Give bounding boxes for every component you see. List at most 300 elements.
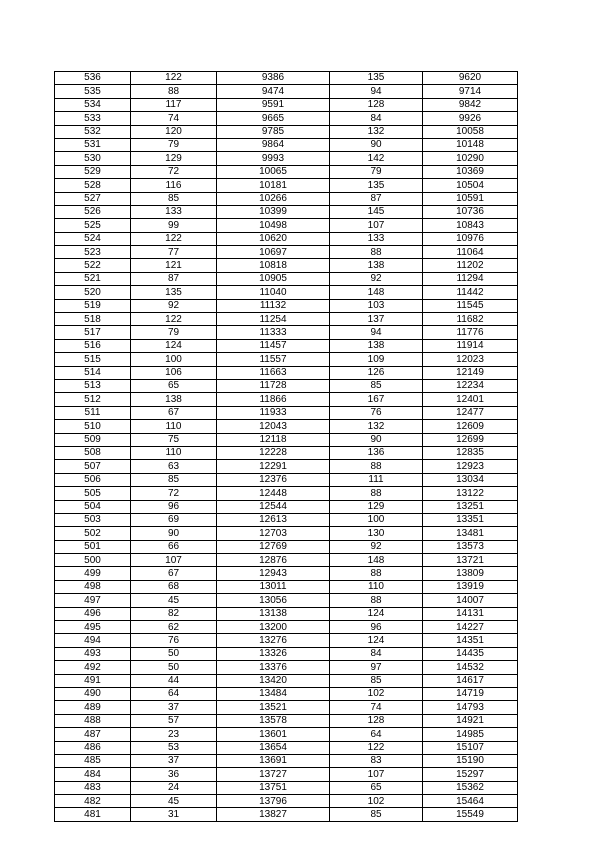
count-b-cell: 145 xyxy=(330,205,423,218)
count-a-cell: 64 xyxy=(131,687,217,700)
table-row xyxy=(55,741,518,754)
table-row xyxy=(55,152,518,165)
table-row xyxy=(55,621,518,634)
cumulative-b-cell: 10736 xyxy=(423,205,518,218)
count-b-cell: 136 xyxy=(330,446,423,459)
score-cell: 514 xyxy=(55,366,131,379)
score-cell: 498 xyxy=(55,580,131,593)
cumulative-a-cell: 11254 xyxy=(217,313,330,326)
count-b-cell: 88 xyxy=(330,594,423,607)
cumulative-b-cell: 14985 xyxy=(423,728,518,741)
count-b-cell: 128 xyxy=(330,98,423,111)
count-a-cell: 79 xyxy=(131,138,217,151)
cumulative-b-cell: 13919 xyxy=(423,580,518,593)
count-b-cell: 122 xyxy=(330,741,423,754)
cumulative-b-cell: 12699 xyxy=(423,433,518,446)
table-row xyxy=(55,647,518,660)
count-a-cell: 85 xyxy=(131,192,217,205)
table-row xyxy=(55,286,518,299)
cumulative-b-cell: 13573 xyxy=(423,540,518,553)
count-b-cell: 88 xyxy=(330,567,423,580)
cumulative-a-cell: 11457 xyxy=(217,339,330,352)
count-a-cell: 124 xyxy=(131,339,217,352)
count-a-cell: 110 xyxy=(131,420,217,433)
count-a-cell: 117 xyxy=(131,98,217,111)
cumulative-b-cell: 9842 xyxy=(423,98,518,111)
score-cell: 497 xyxy=(55,594,131,607)
table-row xyxy=(55,768,518,781)
score-cell: 534 xyxy=(55,98,131,111)
score-cell: 488 xyxy=(55,714,131,727)
count-a-cell: 110 xyxy=(131,446,217,459)
count-a-cell: 44 xyxy=(131,674,217,687)
cumulative-b-cell: 12477 xyxy=(423,406,518,419)
score-cell: 506 xyxy=(55,473,131,486)
score-cell: 533 xyxy=(55,112,131,125)
score-cell: 522 xyxy=(55,259,131,272)
cumulative-a-cell: 13654 xyxy=(217,741,330,754)
count-a-cell: 62 xyxy=(131,621,217,634)
count-a-cell: 66 xyxy=(131,540,217,553)
cumulative-a-cell: 12943 xyxy=(217,567,330,580)
table-row xyxy=(55,728,518,741)
cumulative-a-cell: 13691 xyxy=(217,754,330,767)
score-cell: 510 xyxy=(55,420,131,433)
cumulative-b-cell: 10290 xyxy=(423,152,518,165)
count-a-cell: 87 xyxy=(131,272,217,285)
score-cell: 524 xyxy=(55,232,131,245)
cumulative-a-cell: 13578 xyxy=(217,714,330,727)
count-a-cell: 65 xyxy=(131,379,217,392)
count-a-cell: 88 xyxy=(131,85,217,98)
count-b-cell: 111 xyxy=(330,473,423,486)
count-b-cell: 100 xyxy=(330,513,423,526)
table-row xyxy=(55,687,518,700)
score-cell: 509 xyxy=(55,433,131,446)
count-b-cell: 92 xyxy=(330,272,423,285)
table-row xyxy=(55,594,518,607)
cumulative-a-cell: 11040 xyxy=(217,286,330,299)
count-b-cell: 103 xyxy=(330,299,423,312)
count-b-cell: 96 xyxy=(330,621,423,634)
score-cell: 505 xyxy=(55,487,131,500)
count-a-cell: 53 xyxy=(131,741,217,754)
count-a-cell: 82 xyxy=(131,607,217,620)
count-b-cell: 132 xyxy=(330,420,423,433)
count-a-cell: 72 xyxy=(131,487,217,500)
score-cell: 501 xyxy=(55,540,131,553)
count-b-cell: 130 xyxy=(330,527,423,540)
table-row xyxy=(55,246,518,259)
count-a-cell: 133 xyxy=(131,205,217,218)
cumulative-a-cell: 12703 xyxy=(217,527,330,540)
count-b-cell: 167 xyxy=(330,393,423,406)
count-a-cell: 85 xyxy=(131,473,217,486)
count-b-cell: 138 xyxy=(330,259,423,272)
table-row xyxy=(55,406,518,419)
count-b-cell: 85 xyxy=(330,379,423,392)
count-b-cell: 109 xyxy=(330,353,423,366)
table-row xyxy=(55,272,518,285)
count-a-cell: 90 xyxy=(131,527,217,540)
table-row xyxy=(55,366,518,379)
cumulative-a-cell: 12291 xyxy=(217,460,330,473)
count-b-cell: 84 xyxy=(330,112,423,125)
table-row xyxy=(55,353,518,366)
count-b-cell: 74 xyxy=(330,701,423,714)
cumulative-a-cell: 13200 xyxy=(217,621,330,634)
count-b-cell: 126 xyxy=(330,366,423,379)
table-row xyxy=(55,259,518,272)
count-b-cell: 102 xyxy=(330,795,423,808)
score-cell: 515 xyxy=(55,353,131,366)
cumulative-a-cell: 13751 xyxy=(217,781,330,794)
table-row xyxy=(55,567,518,580)
score-cell: 504 xyxy=(55,500,131,513)
count-b-cell: 83 xyxy=(330,754,423,767)
cumulative-a-cell: 9993 xyxy=(217,152,330,165)
cumulative-b-cell: 13034 xyxy=(423,473,518,486)
score-cell: 500 xyxy=(55,554,131,567)
cumulative-a-cell: 11333 xyxy=(217,326,330,339)
count-a-cell: 72 xyxy=(131,165,217,178)
cumulative-b-cell: 15362 xyxy=(423,781,518,794)
count-a-cell: 120 xyxy=(131,125,217,138)
score-cell: 495 xyxy=(55,621,131,634)
score-cell: 516 xyxy=(55,339,131,352)
score-cell: 481 xyxy=(55,808,131,821)
table-row xyxy=(55,299,518,312)
cumulative-a-cell: 13601 xyxy=(217,728,330,741)
cumulative-a-cell: 9785 xyxy=(217,125,330,138)
count-b-cell: 148 xyxy=(330,286,423,299)
cumulative-b-cell: 12234 xyxy=(423,379,518,392)
table-row xyxy=(55,393,518,406)
count-a-cell: 122 xyxy=(131,232,217,245)
count-b-cell: 90 xyxy=(330,433,423,446)
score-cell: 511 xyxy=(55,406,131,419)
score-cell: 486 xyxy=(55,741,131,754)
score-cell: 499 xyxy=(55,567,131,580)
count-a-cell: 121 xyxy=(131,259,217,272)
count-a-cell: 116 xyxy=(131,179,217,192)
count-b-cell: 88 xyxy=(330,460,423,473)
count-b-cell: 85 xyxy=(330,674,423,687)
count-a-cell: 99 xyxy=(131,219,217,232)
count-a-cell: 76 xyxy=(131,634,217,647)
cumulative-b-cell: 10591 xyxy=(423,192,518,205)
table-row xyxy=(55,313,518,326)
count-a-cell: 24 xyxy=(131,781,217,794)
score-cell: 523 xyxy=(55,246,131,259)
cumulative-b-cell: 13122 xyxy=(423,487,518,500)
score-cell: 496 xyxy=(55,607,131,620)
table-row xyxy=(55,379,518,392)
table-row xyxy=(55,138,518,151)
score-cell: 520 xyxy=(55,286,131,299)
score-cell: 526 xyxy=(55,205,131,218)
cumulative-a-cell: 10181 xyxy=(217,179,330,192)
count-b-cell: 128 xyxy=(330,714,423,727)
table-row xyxy=(55,460,518,473)
table-row xyxy=(55,580,518,593)
count-a-cell: 75 xyxy=(131,433,217,446)
count-b-cell: 64 xyxy=(330,728,423,741)
score-cell: 503 xyxy=(55,513,131,526)
cumulative-b-cell: 11776 xyxy=(423,326,518,339)
count-a-cell: 129 xyxy=(131,152,217,165)
table-row xyxy=(55,179,518,192)
cumulative-b-cell: 11682 xyxy=(423,313,518,326)
cumulative-a-cell: 13727 xyxy=(217,768,330,781)
count-b-cell: 65 xyxy=(330,781,423,794)
score-cell: 519 xyxy=(55,299,131,312)
count-a-cell: 106 xyxy=(131,366,217,379)
score-cell: 518 xyxy=(55,313,131,326)
count-b-cell: 76 xyxy=(330,406,423,419)
cumulative-a-cell: 13484 xyxy=(217,687,330,700)
count-b-cell: 84 xyxy=(330,647,423,660)
cumulative-a-cell: 12118 xyxy=(217,433,330,446)
count-a-cell: 74 xyxy=(131,112,217,125)
cumulative-b-cell: 14793 xyxy=(423,701,518,714)
score-cell: 490 xyxy=(55,687,131,700)
cumulative-b-cell: 12609 xyxy=(423,420,518,433)
cumulative-a-cell: 11933 xyxy=(217,406,330,419)
count-a-cell: 135 xyxy=(131,286,217,299)
cumulative-b-cell: 12923 xyxy=(423,460,518,473)
count-a-cell: 67 xyxy=(131,567,217,580)
count-b-cell: 87 xyxy=(330,192,423,205)
table-row xyxy=(55,554,518,567)
table-row xyxy=(55,527,518,540)
table-row xyxy=(55,634,518,647)
table-row xyxy=(55,219,518,232)
cumulative-b-cell: 12401 xyxy=(423,393,518,406)
count-a-cell: 68 xyxy=(131,580,217,593)
score-cell: 485 xyxy=(55,754,131,767)
count-b-cell: 88 xyxy=(330,246,423,259)
table-row xyxy=(55,85,518,98)
cumulative-b-cell: 15107 xyxy=(423,741,518,754)
score-cell: 512 xyxy=(55,393,131,406)
table-row xyxy=(55,232,518,245)
count-a-cell: 23 xyxy=(131,728,217,741)
cumulative-b-cell: 10843 xyxy=(423,219,518,232)
cumulative-b-cell: 13809 xyxy=(423,567,518,580)
table-row xyxy=(55,420,518,433)
count-a-cell: 45 xyxy=(131,594,217,607)
count-a-cell: 45 xyxy=(131,795,217,808)
count-a-cell: 57 xyxy=(131,714,217,727)
count-b-cell: 124 xyxy=(330,634,423,647)
table-row xyxy=(55,795,518,808)
cumulative-a-cell: 13326 xyxy=(217,647,330,660)
score-cell: 532 xyxy=(55,125,131,138)
cumulative-b-cell: 11545 xyxy=(423,299,518,312)
cumulative-b-cell: 14351 xyxy=(423,634,518,647)
table-row xyxy=(55,540,518,553)
cumulative-a-cell: 10498 xyxy=(217,219,330,232)
cumulative-b-cell: 15190 xyxy=(423,754,518,767)
table-row xyxy=(55,808,518,821)
count-a-cell: 107 xyxy=(131,554,217,567)
cumulative-a-cell: 13376 xyxy=(217,661,330,674)
cumulative-b-cell: 10369 xyxy=(423,165,518,178)
table-row xyxy=(55,701,518,714)
cumulative-a-cell: 13138 xyxy=(217,607,330,620)
score-table xyxy=(54,71,518,822)
cumulative-a-cell: 13420 xyxy=(217,674,330,687)
count-b-cell: 133 xyxy=(330,232,423,245)
cumulative-b-cell: 14007 xyxy=(423,594,518,607)
table-row xyxy=(55,446,518,459)
count-b-cell: 135 xyxy=(330,179,423,192)
cumulative-a-cell: 13827 xyxy=(217,808,330,821)
score-cell: 487 xyxy=(55,728,131,741)
score-cell: 529 xyxy=(55,165,131,178)
cumulative-b-cell: 11064 xyxy=(423,246,518,259)
count-b-cell: 132 xyxy=(330,125,423,138)
count-b-cell: 94 xyxy=(330,85,423,98)
score-cell: 521 xyxy=(55,272,131,285)
score-cell: 528 xyxy=(55,179,131,192)
cumulative-a-cell: 9864 xyxy=(217,138,330,151)
table-row xyxy=(55,326,518,339)
cumulative-a-cell: 9474 xyxy=(217,85,330,98)
cumulative-b-cell: 11914 xyxy=(423,339,518,352)
score-cell: 507 xyxy=(55,460,131,473)
cumulative-a-cell: 11663 xyxy=(217,366,330,379)
cumulative-a-cell: 10905 xyxy=(217,272,330,285)
score-cell: 493 xyxy=(55,647,131,660)
count-b-cell: 85 xyxy=(330,808,423,821)
count-a-cell: 138 xyxy=(131,393,217,406)
count-a-cell: 122 xyxy=(131,313,217,326)
cumulative-a-cell: 12448 xyxy=(217,487,330,500)
count-a-cell: 63 xyxy=(131,460,217,473)
count-a-cell: 37 xyxy=(131,701,217,714)
cumulative-a-cell: 11132 xyxy=(217,299,330,312)
count-b-cell: 135 xyxy=(330,72,423,85)
cumulative-a-cell: 11728 xyxy=(217,379,330,392)
score-cell: 483 xyxy=(55,781,131,794)
cumulative-b-cell: 12835 xyxy=(423,446,518,459)
cumulative-b-cell: 13251 xyxy=(423,500,518,513)
cumulative-b-cell: 14435 xyxy=(423,647,518,660)
cumulative-b-cell: 14921 xyxy=(423,714,518,727)
count-b-cell: 124 xyxy=(330,607,423,620)
cumulative-b-cell: 15464 xyxy=(423,795,518,808)
score-cell: 491 xyxy=(55,674,131,687)
count-b-cell: 94 xyxy=(330,326,423,339)
cumulative-a-cell: 9386 xyxy=(217,72,330,85)
count-b-cell: 148 xyxy=(330,554,423,567)
cumulative-b-cell: 13351 xyxy=(423,513,518,526)
count-a-cell: 50 xyxy=(131,661,217,674)
cumulative-b-cell: 13721 xyxy=(423,554,518,567)
count-b-cell: 138 xyxy=(330,339,423,352)
cumulative-a-cell: 13276 xyxy=(217,634,330,647)
cumulative-b-cell: 15549 xyxy=(423,808,518,821)
cumulative-b-cell: 10504 xyxy=(423,179,518,192)
score-cell: 517 xyxy=(55,326,131,339)
cumulative-b-cell: 11202 xyxy=(423,259,518,272)
cumulative-a-cell: 11866 xyxy=(217,393,330,406)
count-a-cell: 100 xyxy=(131,353,217,366)
cumulative-a-cell: 13056 xyxy=(217,594,330,607)
score-cell: 531 xyxy=(55,138,131,151)
score-cell: 536 xyxy=(55,72,131,85)
table-row xyxy=(55,607,518,620)
cumulative-a-cell: 9665 xyxy=(217,112,330,125)
cumulative-a-cell: 12043 xyxy=(217,420,330,433)
score-cell: 513 xyxy=(55,379,131,392)
cumulative-b-cell: 11294 xyxy=(423,272,518,285)
count-b-cell: 129 xyxy=(330,500,423,513)
table-row xyxy=(55,125,518,138)
cumulative-a-cell: 10399 xyxy=(217,205,330,218)
cumulative-b-cell: 10058 xyxy=(423,125,518,138)
score-cell: 535 xyxy=(55,85,131,98)
cumulative-a-cell: 12769 xyxy=(217,540,330,553)
cumulative-b-cell: 11442 xyxy=(423,286,518,299)
table-row xyxy=(55,433,518,446)
cumulative-a-cell: 12876 xyxy=(217,554,330,567)
cumulative-a-cell: 13521 xyxy=(217,701,330,714)
cumulative-b-cell: 9926 xyxy=(423,112,518,125)
score-cell: 494 xyxy=(55,634,131,647)
score-cell: 530 xyxy=(55,152,131,165)
cumulative-b-cell: 14532 xyxy=(423,661,518,674)
score-cell: 492 xyxy=(55,661,131,674)
count-a-cell: 50 xyxy=(131,647,217,660)
score-cell: 525 xyxy=(55,219,131,232)
score-cell: 489 xyxy=(55,701,131,714)
cumulative-a-cell: 10620 xyxy=(217,232,330,245)
cumulative-a-cell: 11557 xyxy=(217,353,330,366)
count-a-cell: 92 xyxy=(131,299,217,312)
table-row xyxy=(55,487,518,500)
cumulative-a-cell: 12613 xyxy=(217,513,330,526)
table-row xyxy=(55,112,518,125)
count-a-cell: 69 xyxy=(131,513,217,526)
cumulative-a-cell: 12376 xyxy=(217,473,330,486)
score-cell: 502 xyxy=(55,527,131,540)
table-row xyxy=(55,72,518,85)
count-b-cell: 88 xyxy=(330,487,423,500)
cumulative-a-cell: 10818 xyxy=(217,259,330,272)
cumulative-a-cell: 13796 xyxy=(217,795,330,808)
table-row xyxy=(55,473,518,486)
count-a-cell: 31 xyxy=(131,808,217,821)
cumulative-a-cell: 13011 xyxy=(217,580,330,593)
cumulative-b-cell: 9714 xyxy=(423,85,518,98)
count-b-cell: 90 xyxy=(330,138,423,151)
table-row xyxy=(55,781,518,794)
table-row xyxy=(55,661,518,674)
table-row xyxy=(55,98,518,111)
score-table-body xyxy=(55,72,518,822)
table-row xyxy=(55,500,518,513)
count-b-cell: 92 xyxy=(330,540,423,553)
count-b-cell: 102 xyxy=(330,687,423,700)
count-b-cell: 107 xyxy=(330,768,423,781)
cumulative-b-cell: 10148 xyxy=(423,138,518,151)
table-row xyxy=(55,205,518,218)
table-row xyxy=(55,754,518,767)
table-row xyxy=(55,674,518,687)
